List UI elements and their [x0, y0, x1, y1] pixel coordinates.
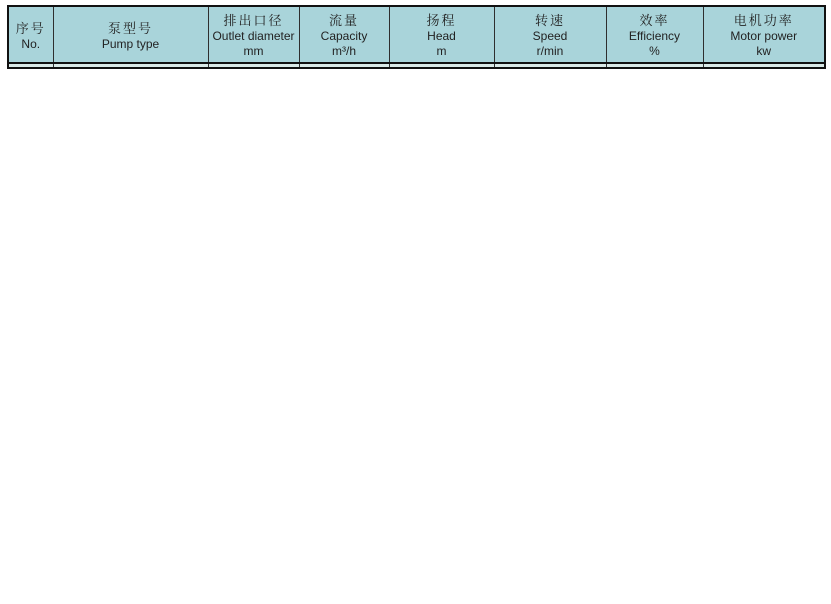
pump-spec-table [7, 5, 826, 69]
partial-cell [703, 63, 825, 68]
header-motor-power [703, 6, 825, 63]
header-speed-unit: r/min [536, 44, 564, 59]
partial-cell [389, 63, 494, 68]
header-row [8, 6, 825, 63]
header-speed-zh: 转速 [534, 13, 565, 29]
header-capacity-unit: m³/h [332, 44, 356, 59]
partial-cell [606, 63, 703, 68]
partial-next-row [8, 63, 825, 68]
header-no-zh: 序号 [15, 20, 46, 36]
header-head [389, 6, 494, 63]
header-outlet-en: Outlet diameter [212, 29, 295, 44]
header-motor-power-unit: kw [756, 44, 772, 59]
header-outlet-zh: 排出口径 [223, 13, 284, 29]
header-capacity-zh: 流量 [328, 13, 359, 29]
partial-cell [208, 63, 299, 68]
partial-cell [8, 63, 53, 68]
table-body [8, 63, 825, 68]
header-efficiency-zh: 效率 [639, 13, 670, 29]
header-no [8, 6, 53, 63]
partial-cell [53, 63, 208, 68]
partial-cell [494, 63, 606, 68]
header-efficiency [606, 6, 703, 63]
header-capacity [299, 6, 389, 63]
header-head-zh: 扬程 [426, 13, 457, 29]
header-head-en: Head [427, 29, 456, 44]
header-outlet-diameter [208, 6, 299, 63]
header-capacity-en: Capacity [320, 29, 368, 44]
header-efficiency-en: Efficiency [628, 29, 681, 44]
header-pump-type-zh: 泵型号 [107, 20, 153, 36]
header-motor-power-en: Motor power [730, 29, 798, 44]
header-efficiency-unit: % [649, 44, 660, 59]
header-speed-en: Speed [532, 29, 568, 44]
header-pump-type-en: Pump type [101, 36, 160, 51]
header-pump-type [53, 6, 208, 63]
header-speed [494, 6, 606, 63]
partial-cell [299, 63, 389, 68]
header-outlet-unit: mm [243, 44, 264, 59]
header-motor-power-zh: 电机功率 [733, 13, 794, 29]
header-no-en: No. [21, 36, 41, 51]
header-head-unit: m [436, 44, 447, 59]
